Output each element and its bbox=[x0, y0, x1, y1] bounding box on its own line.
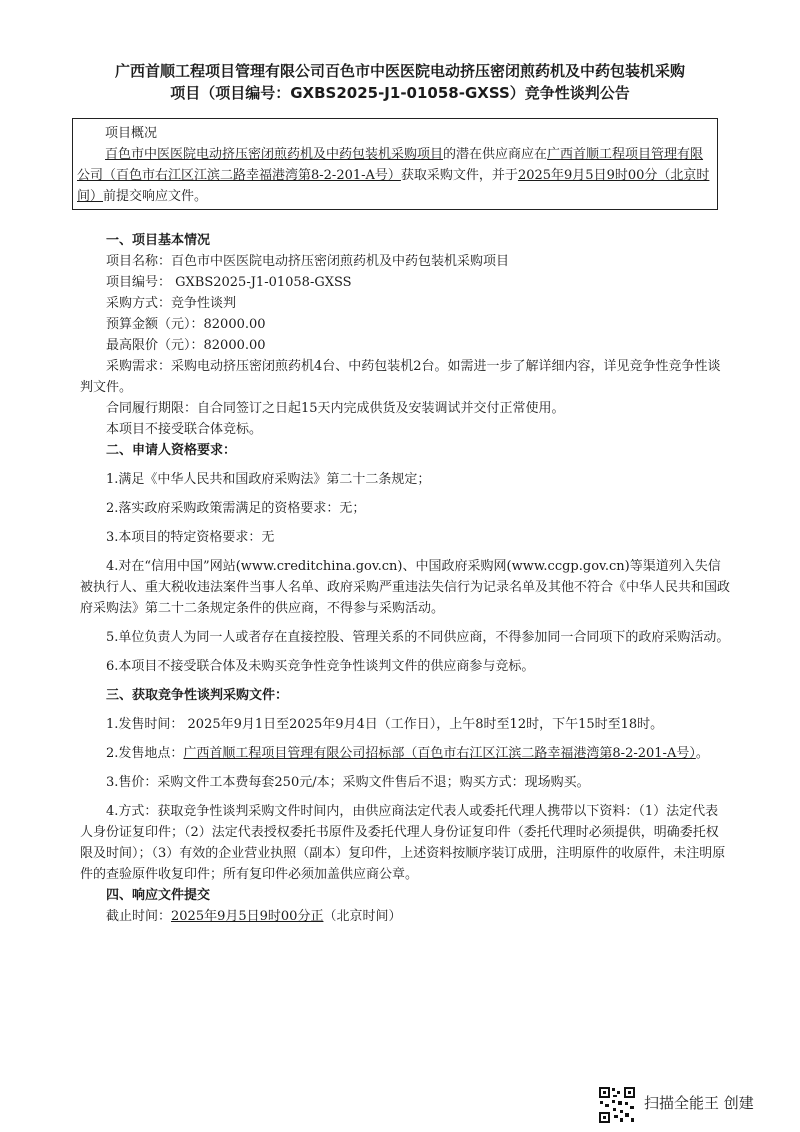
max-price: 最高限价（元）：82000.00 bbox=[106, 338, 266, 353]
qualification-4: 4.对在“信用中国”网站(www.creditchina.gov.cn)、中国政府采购网(www.ccgp.gov.cn)等渠道列入失信被执行人、重大税收违法案件当事人名单、政府采购严重违法失信行为记录名单及其他不符合《中华人民共和国政府采购法》第二十二条规定条件的供应商，不得参与采购活动。 bbox=[80, 559, 731, 616]
procurement-method: 采购方式：竞争性谈判 bbox=[106, 296, 237, 311]
budget-amount: 预算金额（元）：82000.00 bbox=[106, 317, 266, 332]
section-1-heading: 一、项目基本情况 bbox=[106, 233, 211, 248]
section-4-heading: 四、响应文件提交 bbox=[106, 888, 211, 903]
procurement-requirements: 采购需求：采购电动挤压密闭煎药机4台、中药包装机2台。如需进一步了解详细内容，详见竞争性竞争性谈判文件。 bbox=[80, 359, 721, 395]
title-line-1: 广西首顺工程项目管理有限公司百色市中医医院电动挤压密闭煎药机及中药包装机采购 bbox=[114, 62, 685, 80]
submission-deadline-label: 截止时间： bbox=[106, 909, 172, 924]
overview-deadline: 2025年9月5日9时00分（北京时间） bbox=[77, 168, 710, 204]
acquisition-method: 4.方式：获取竞争性谈判采购文件时间内，由供应商法定代表人或委托代理人携带以下资料：（1）法定代表人身份证复印件；（2）法定代表授权委托书原件及委托代理人身份证复印件（委托代理时必须提供，明确委托权限及时间）；（3）有效的企业营业执照（副本）复印件，上述资料按顺序装订成册，注明原件的收原件，未注明原件的查验原件收复印件；所有复印件必须加盖供应商公章。 bbox=[80, 804, 726, 882]
qualification-3: 3.本项目的特定资格要求：无 bbox=[106, 530, 275, 545]
contract-period: 合同履行期限：自合同签订之日起15天内完成供货及安装调试并交付正常使用。 bbox=[106, 401, 565, 416]
document-title bbox=[50, 60, 750, 104]
section-2-heading: 二、申请人资格要求： bbox=[106, 443, 237, 458]
sale-time: 1.发售时间： 2025年9月1日至2025年9月4日（工作日），上午8时至12时，下午15时至18时。 bbox=[106, 717, 664, 732]
overview-mid-1: 的潜在供应商应在 bbox=[443, 147, 548, 162]
qualification-6: 6.本项目不接受联合体及未购买竞争性竞争性谈判文件的供应商参与竞标。 bbox=[106, 659, 535, 674]
section-3-heading: 三、获取竞争性谈判采购文件： bbox=[106, 688, 289, 703]
no-consortium: 本项目不接受联合体竞标。 bbox=[106, 422, 263, 437]
submission-deadline-tail: （北京时间） bbox=[323, 909, 402, 924]
project-overview-box bbox=[72, 118, 718, 210]
sale-location bbox=[80, 743, 730, 764]
title-line-2: 项目（项目编号：GXBS2025-J1-01058-GXSS）竞争性谈判公告 bbox=[170, 84, 630, 102]
project-name: 项目名称：百色市中医医院电动挤压密闭煎药机及中药包装机采购项目 bbox=[106, 254, 510, 269]
overview-heading: 项目概况 bbox=[105, 126, 158, 141]
project-number: 项目编号： GXBS2025-J1-01058-GXSS bbox=[106, 275, 352, 290]
qualification-1: 1.满足《中华人民共和国政府采购法》第二十二条规定； bbox=[106, 472, 431, 487]
document-body bbox=[80, 230, 730, 927]
qr-code-icon bbox=[598, 1086, 636, 1124]
overview-tail: 前提交响应文件。 bbox=[103, 189, 208, 204]
overview-location: 广西首顺工程项目管理有限公司（百色市右江区江滨二路幸福港湾第8-2-201-A号） bbox=[77, 147, 704, 183]
scanner-watermark: 扫描全能王 创建 bbox=[644, 1094, 754, 1112]
sale-location-value: 广西首顺工程项目管理有限公司招标部（百色市右江区江滨二路幸福港湾第8-2-201-A号） bbox=[183, 746, 696, 761]
sale-price: 3.售价：采购文件工本费每套250元/本；采购文件售后不退；购买方式：现场购买。 bbox=[106, 775, 590, 790]
qualification-2: 2.落实政府采购政策需满足的资格要求：无； bbox=[106, 501, 366, 516]
overview-project-name: 百色市中医医院电动挤压密闭煎药机及中药包装机采购项目 bbox=[105, 147, 444, 162]
sale-location-tail: 。 bbox=[695, 746, 709, 761]
overview-mid-2: 获取采购文件，并于 bbox=[400, 168, 518, 183]
qualification-5: 5.单位负责人为同一人或者存在直接控股、管理关系的不同供应商，不得参加同一合同项下的政府采购活动。 bbox=[106, 630, 730, 645]
submission-deadline-value: 2025年9月5日9时00分正 bbox=[171, 909, 324, 924]
sale-location-label: 2.发售地点： bbox=[106, 746, 184, 761]
submission-deadline bbox=[80, 906, 730, 927]
overview-paragraph bbox=[77, 144, 713, 207]
